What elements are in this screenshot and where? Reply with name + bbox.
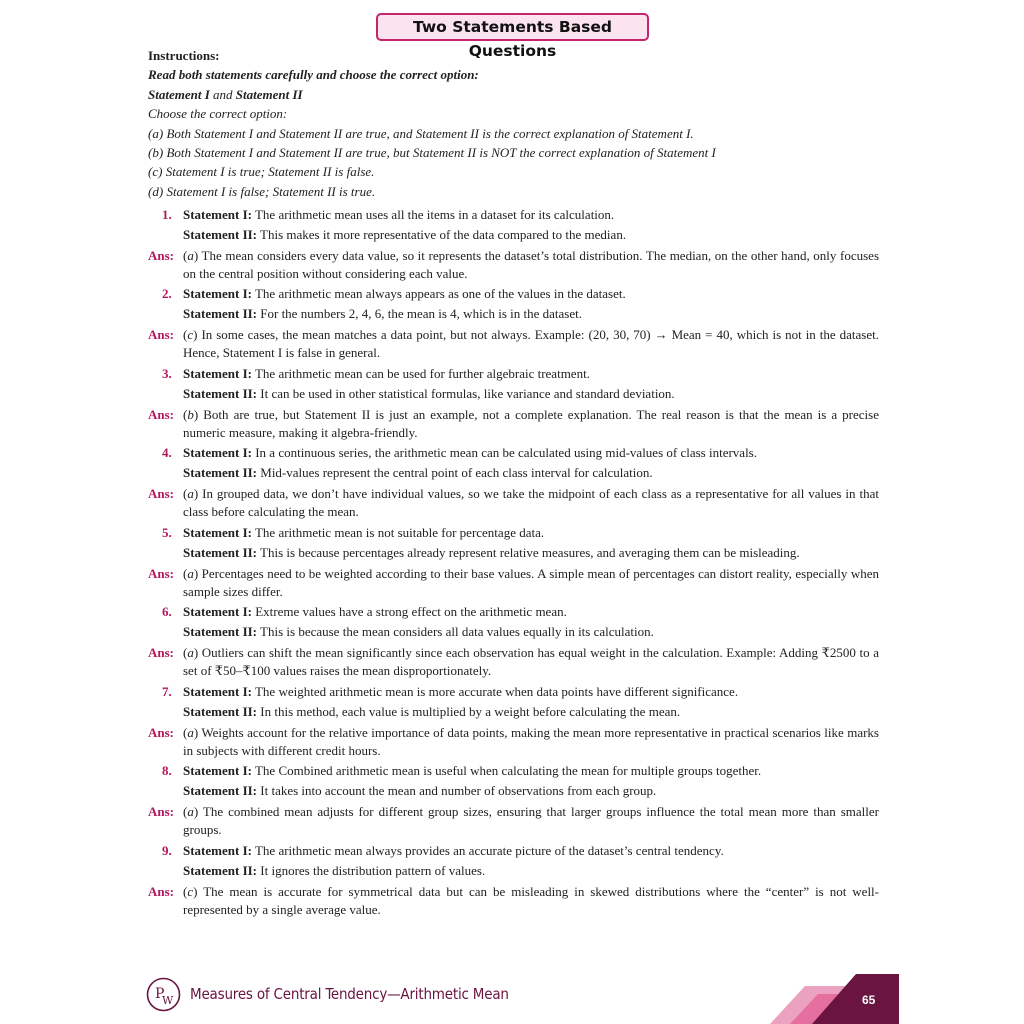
statement-one <box>183 683 879 701</box>
statement-two-text: In this method, each value is multiplied by a weight before calculating the mean. <box>260 703 681 719</box>
statement-one <box>183 603 879 621</box>
question-item <box>148 206 879 244</box>
svg-text:W: W <box>162 994 174 1007</box>
answer-letter: c <box>187 883 194 899</box>
answer-item: Ans: (c) In some cases, the mean matches a data point, but not always. Example: (20, 30, 70) → Mean = 40, which is not in the dataset. Hence, Statement I is false in general. <box>148 327 879 360</box>
answer-label: Ans: <box>148 247 175 263</box>
pw-logo-icon <box>146 977 181 1012</box>
statement-two <box>183 544 879 562</box>
answer-item: Ans: (b) Both are true, but Statement II is just an example, not a complete explanation. The real reason is that the mean is a precise numeric measure, making it algebra-friendly. <box>148 406 879 440</box>
answer-text: In some cases, the mean matches a data point, but not always. Example: (20, 30, 70) → Mean = 40, which is not in the dataset. Hence, Statement I is false in general. <box>183 327 879 360</box>
answer-item: Ans: (a) Weights account for the relative importance of data points, making the mean more representative in practical scenarios like marks in subjects with different credit hours. <box>148 724 879 758</box>
statement-two-text: For the numbers 2, 4, 6, the mean is 4, which is in the dataset. <box>260 306 582 321</box>
answer-letter: b <box>187 406 194 422</box>
answer-letter: a <box>187 804 194 819</box>
statement-one-label: Statement I: <box>183 763 252 778</box>
question-item <box>148 365 879 403</box>
question-number: 2. <box>162 286 172 301</box>
answer-text: The combined mean adjusts for different group sizes, ensuring that larger groups influence the total mean more than smaller groups. <box>183 804 879 837</box>
statement-one-label: Statement I: <box>183 445 252 460</box>
statement-two-text: This is because the mean considers all data values equally in its calculation. <box>260 624 654 639</box>
statement-two-text: It can be used in other statistical formulas, like variance and standard deviation. <box>260 385 675 401</box>
statement-one-label: Statement I: <box>183 365 252 381</box>
statement-one <box>183 206 879 224</box>
question-item <box>148 603 879 641</box>
answer-letter: a <box>187 645 194 660</box>
statement-two-label: Statement II: <box>183 385 258 401</box>
statement-two-text: It ignores the distribution pattern of values. <box>260 862 486 878</box>
statement-one-label: Statement I: <box>183 206 252 222</box>
answer-letter: a <box>187 724 194 740</box>
question-item <box>148 444 879 482</box>
statement-one-text: The arithmetic mean is not suitable for percentage data. <box>254 524 545 540</box>
question-list <box>148 203 879 919</box>
option-text: Both Statement I and Statement II are true, and Statement II is the correct explanation of Statement I. <box>166 125 694 141</box>
answer-label: Ans: <box>148 645 175 660</box>
statement-one-label: Statement I: <box>183 842 252 858</box>
answer-label: Ans: <box>148 406 175 422</box>
instructions-choose-line: Choose the correct option: <box>148 106 288 122</box>
statement-two <box>183 226 879 244</box>
statement-one <box>183 444 879 462</box>
statement-two <box>183 385 879 403</box>
instructions-read-line: Read both statements carefully and choose the correct option: <box>148 67 479 83</box>
statement-one-text: The arithmetic mean uses all the items in a dataset for its calculation. <box>254 206 615 222</box>
question-number: 1. <box>162 206 172 222</box>
statement-two <box>183 464 879 482</box>
question-number: 9. <box>162 842 172 858</box>
section-title: Two Statements Based Questions <box>376 13 649 41</box>
statement-one-label: Statement I: <box>183 286 252 301</box>
statement-one <box>183 762 879 780</box>
option-d: (d) Statement I is false; Statement II is true. <box>148 183 376 199</box>
statement-two-label: Statement II: <box>183 306 258 321</box>
statement-one-label: Statement I: <box>183 524 252 540</box>
answer-item: Ans: (a) The combined mean adjusts for different group sizes, ensuring that larger groups influence the total mean more than smaller groups. <box>148 804 879 837</box>
statement-one-text: The arithmetic mean can be used for further algebraic treatment. <box>254 365 590 381</box>
option-list <box>148 124 888 202</box>
answer-item: Ans: (a) Outliers can shift the mean significantly since each observation has equal weight in the calculation. Example: Adding ₹2500 to a set of ₹50–₹100 values raises the mean disproportionately. <box>148 645 879 678</box>
statement-two-label: Statement II: <box>183 465 258 480</box>
statement-two-label: Statement II: <box>183 783 258 798</box>
statement-two-text: It takes into account the mean and number of observations from each group. <box>260 783 657 798</box>
answer-text: The mean is accurate for symmetrical data but can be misleading in skewed distributions where the “center” is not well-represented by a single average value. <box>183 883 879 917</box>
question-number: 5. <box>162 524 172 540</box>
answer-text: Both are true, but Statement II is just an example, not a complete explanation. The real reason is that the mean is a precise numeric measure, making it algebra-friendly. <box>183 406 879 440</box>
question-item <box>148 285 879 323</box>
option-text: Statement I is true; Statement II is false. <box>165 164 375 180</box>
option-text: Both Statement I and Statement II are true, but Statement II is NOT the correct explanation of Statement I <box>166 145 716 161</box>
question-number: 7. <box>162 683 172 699</box>
answer-item: Ans: (a) In grouped data, we don’t have individual values, so we take the midpoint of each class as a representative for all values in that class before calculating the mean. <box>148 486 879 519</box>
instructions-statement-line <box>148 85 888 104</box>
answer-item: Ans: (c) The mean is accurate for symmetrical data but can be misleading in skewed distributions where the “center” is not well-represented by a single average value. <box>148 883 879 917</box>
statement-two <box>183 305 879 323</box>
page-number: 65 <box>862 993 876 1007</box>
question-item <box>148 842 879 880</box>
answer-letter: a <box>187 486 194 501</box>
question-item <box>148 762 879 800</box>
option-c: (c) Statement I is true; Statement II is false. <box>148 164 375 180</box>
instructions-heading: Instructions: <box>148 48 220 63</box>
question-number: 6. <box>162 604 172 619</box>
answer-text: Outliers can shift the mean significantly since each observation has equal weight in the calculation. Example: Adding ₹2500 to a set of ₹50–₹100 values raises the mean disproportionately. <box>183 645 879 678</box>
statement-one-text: The weighted arithmetic mean is more accurate when data points have different significance. <box>254 683 739 699</box>
option-letter: d <box>152 183 159 199</box>
statement-one-text: In a continuous series, the arithmetic mean can be calculated using mid-values of class intervals. <box>255 445 757 460</box>
svg-text:P: P <box>155 986 165 1002</box>
question-number: 8. <box>162 763 172 778</box>
statement-one-text: The arithmetic mean always provides an accurate picture of the dataset’s central tendency. <box>254 842 724 858</box>
question-item <box>148 683 879 721</box>
option-a: (a) Both Statement I and Statement II are true, and Statement II is the correct explanation of Statement I. <box>148 125 694 141</box>
answer-label: Ans: <box>148 486 175 501</box>
answer-item: Ans: (a) Percentages need to be weighted according to their base values. A simple mean of percentages can distort reality, especially when sample sizes differ. <box>148 565 879 599</box>
statement-one <box>183 365 879 383</box>
question-number: 3. <box>162 365 172 381</box>
statement-two-text: This is because percentages already represent relative measures, and averaging them can be misleading. <box>260 544 800 560</box>
statement-two <box>183 782 879 800</box>
statement-two-label: Statement II: <box>183 703 258 719</box>
answer-item: Ans: (a) The mean considers every data value, so it represents the dataset’s total distribution. The median, on the other hand, only focuses on the central position without considering each value. <box>148 247 879 281</box>
option-letter: b <box>152 145 159 161</box>
answer-label: Ans: <box>148 327 175 342</box>
answer-label: Ans: <box>148 883 175 899</box>
answer-label: Ans: <box>148 804 175 819</box>
option-letter: a <box>152 125 159 141</box>
statement-two-label: Statement II: <box>183 624 258 639</box>
answer-text: Percentages need to be weighted according to their base values. A simple mean of percentages can distort reality, especially when sample sizes differ. <box>183 565 879 599</box>
statement-one-text: Extreme values have a strong effect on the arithmetic mean. <box>255 604 567 619</box>
chapter-title: Measures of Central Tendency—Arithmetic Mean <box>190 985 509 1003</box>
answer-label: Ans: <box>148 724 175 740</box>
answer-text: The mean considers every data value, so it represents the dataset’s total distribution. The median, on the other hand, only focuses on the central position without considering each value. <box>183 247 879 281</box>
statement-two-label: Statement II: <box>183 226 258 242</box>
answer-text: In grouped data, we don’t have individual values, so we take the midpoint of each class as a representative for all values in that class before calculating the mean. <box>183 486 879 519</box>
answer-label: Ans: <box>148 565 175 581</box>
statement-one <box>183 285 879 303</box>
statement-two <box>183 623 879 641</box>
statement-one-text: The Combined arithmetic mean is useful when calculating the mean for multiple groups together. <box>254 763 762 778</box>
statement-two-text: Mid-values represent the central point of each class interval for calculation. <box>260 465 653 480</box>
statement-two <box>183 862 879 880</box>
statement-one <box>183 842 879 860</box>
statement-two-text: This makes it more representative of the data compared to the median. <box>260 226 627 242</box>
statement-two-label: Statement II: <box>183 862 258 878</box>
statement-two-ref: Statement II <box>235 86 303 102</box>
statement-one-text: The arithmetic mean always appears as one of the values in the dataset. <box>254 286 626 301</box>
statement-one-label: Statement I: <box>183 683 252 699</box>
statement-one-ref: Statement I <box>148 86 210 102</box>
answer-text: Weights account for the relative importance of data points, making the mean more representative in practical scenarios like marks in subjects with different credit hours. <box>183 724 879 758</box>
option-b: (b) Both Statement I and Statement II are true, but Statement II is NOT the correct explanation of Statement I <box>148 145 716 161</box>
answer-letter: a <box>187 565 194 581</box>
instructions-block <box>148 46 888 201</box>
question-item <box>148 524 879 562</box>
statement-two <box>183 703 879 721</box>
statement-one <box>183 524 879 542</box>
statement-one-label: Statement I: <box>183 604 252 619</box>
option-text: Statement I is false; Statement II is true. <box>166 183 376 199</box>
statement-two-label: Statement II: <box>183 544 258 560</box>
answer-letter: a <box>187 247 194 263</box>
question-number: 4. <box>162 445 172 460</box>
and-word: and <box>213 86 233 102</box>
option-letter: c <box>152 164 159 180</box>
answer-letter: c <box>187 327 194 342</box>
